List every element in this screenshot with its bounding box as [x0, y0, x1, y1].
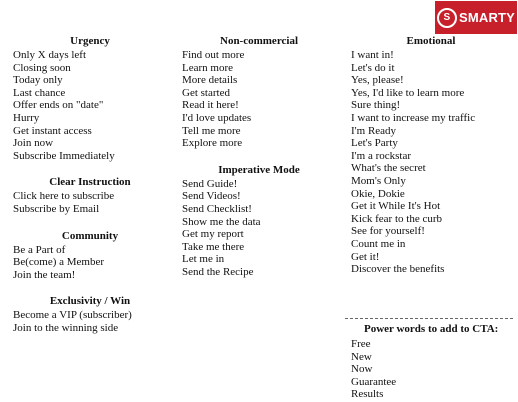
list-item: Subscribe Immediately — [13, 149, 115, 162]
column-left — [13, 34, 173, 348]
list-item: Now — [351, 363, 373, 376]
word-list — [351, 49, 511, 276]
section-clear-instruction — [13, 175, 173, 215]
list-item: See for yourself! — [351, 225, 425, 238]
cta-word-list — [345, 338, 515, 401]
list-item: Guarantee — [351, 375, 397, 388]
section-exclusivity-win — [13, 294, 173, 334]
section-heading: Imperative Mode — [218, 163, 300, 176]
column-middle — [182, 34, 342, 292]
word-list — [182, 178, 342, 279]
list-item: Join now — [13, 137, 54, 150]
section-heading: Community — [61, 229, 119, 242]
cta-power-words — [345, 318, 515, 401]
list-item: I want to increase my traffic — [351, 111, 476, 124]
list-item: Explore more — [182, 137, 243, 150]
list-item: Find out more — [182, 49, 245, 61]
word-list — [182, 49, 342, 150]
section-urgency — [13, 34, 173, 162]
dashed-divider — [345, 318, 513, 319]
list-item: Let's Party — [351, 137, 398, 150]
list-item: Offer ends on "date" — [13, 99, 104, 112]
list-item: I'm Ready — [351, 124, 397, 137]
logo-mark: S — [437, 8, 457, 28]
section-heading: Exclusivity / Win — [49, 295, 131, 308]
word-list — [13, 309, 173, 334]
list-item: Read it here! — [182, 99, 239, 112]
section-heading: Urgency — [70, 35, 110, 47]
list-item: Kick fear to the curb — [351, 212, 443, 225]
list-item: Hurry — [13, 111, 40, 124]
list-item: More details — [182, 74, 238, 87]
list-item: Tell me more — [182, 124, 241, 137]
word-list — [13, 49, 173, 162]
list-item: I'd love updates — [182, 111, 252, 124]
column-right — [351, 34, 511, 289]
list-item: Show me the data — [182, 215, 261, 228]
cta-heading: Power words to add to CTA: — [364, 323, 499, 335]
section-imperative-mode — [182, 163, 342, 279]
list-item: Let me in — [182, 253, 225, 266]
list-item: Learn more — [182, 61, 233, 74]
word-list — [13, 244, 173, 282]
list-item: Send Videos! — [182, 190, 241, 203]
list-item: Last chance — [13, 86, 66, 99]
list-item: I'm a rockstar — [351, 149, 412, 162]
list-item: Discover the benefits — [351, 263, 445, 276]
list-item: What's the secret — [351, 162, 426, 175]
logo-word: SMARTY — [458, 10, 516, 25]
section-heading: Clear Instruction — [49, 176, 131, 189]
section-heading: Non-commercial — [220, 35, 298, 47]
list-item: Get instant access — [13, 124, 92, 137]
list-item: Get started — [182, 86, 230, 99]
list-item: Yes, I'd like to learn more — [351, 86, 465, 99]
list-item: Count me in — [351, 237, 406, 250]
list-item: Yes, please! — [351, 74, 404, 87]
list-item: Sure thing! — [351, 99, 401, 112]
list-item: Click here to subscribe — [13, 190, 115, 203]
list-item: Get my report — [182, 228, 244, 241]
section-emotional — [351, 34, 511, 276]
section-community — [13, 229, 173, 282]
list-item: Results — [351, 388, 384, 401]
word-list — [13, 190, 173, 215]
list-item: Send Guide! — [182, 177, 238, 190]
list-item: Take me there — [182, 240, 245, 253]
list-item: Mom's Only — [351, 174, 406, 187]
seo-smarty-logo — [435, 1, 517, 34]
list-item: Join to the winning side — [13, 321, 119, 334]
list-item: Free — [351, 338, 371, 350]
list-item: New — [351, 350, 372, 363]
list-item: Today only — [13, 74, 63, 87]
list-item: Closing soon — [13, 61, 71, 74]
list-item: Be(come) a Member — [13, 256, 105, 269]
section-non-commercial — [182, 34, 342, 150]
list-item: Okie, Dokie — [351, 187, 405, 200]
list-item: Let's do it — [351, 61, 395, 74]
section-heading: Emotional — [406, 35, 456, 47]
list-item: Send the Recipe — [182, 265, 254, 278]
list-item: Get it! — [351, 250, 380, 263]
list-item: Send Checklist! — [182, 202, 252, 215]
list-item: I want in! — [351, 49, 394, 61]
list-item: Get it While It's Hot — [351, 200, 441, 213]
list-item: Join the team! — [13, 268, 76, 281]
list-item: Be a Part of — [13, 243, 66, 256]
list-item: Only X days left — [13, 49, 87, 61]
list-item: Become a VIP (subscriber) — [13, 309, 132, 322]
list-item: Subscribe by Email — [13, 202, 100, 215]
